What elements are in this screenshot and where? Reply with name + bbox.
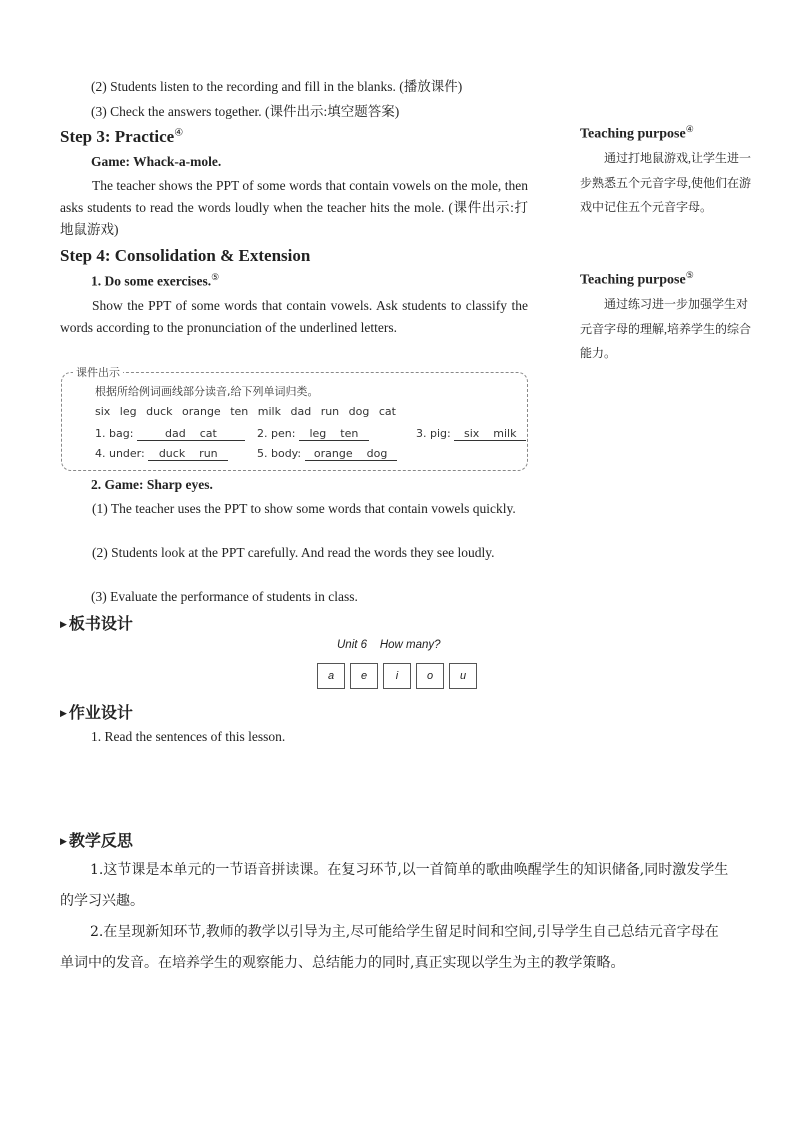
exercise-item-prefix: 5. body: xyxy=(257,447,302,460)
word: duck xyxy=(146,405,173,418)
triangle-bullet-icon: ▶ xyxy=(60,836,67,847)
teaching-purpose-title-text: Teaching purpose xyxy=(580,272,686,288)
exercise-word-list xyxy=(95,405,515,418)
word: leg xyxy=(119,405,137,418)
teaching-purpose-text: 通过练习进一步加强学生对元音字母的理解,培养学生的综合能力。 xyxy=(580,297,752,360)
exercise-item-prefix: 2. pen: xyxy=(257,427,296,440)
homework-heading-text: 作业设计 xyxy=(68,703,133,722)
exercise-answer-blank: dad cat xyxy=(137,427,245,441)
step4-item1-marker: ⑤ xyxy=(211,272,220,282)
exercise-item-3 xyxy=(416,427,526,441)
word: ten xyxy=(230,405,249,418)
word: run xyxy=(320,405,340,418)
exercise-item-prefix: 4. under: xyxy=(95,447,145,460)
exercise-answer-blank: six milk xyxy=(454,427,526,441)
homework-line: 1. Read the sentences of this lesson. xyxy=(91,729,286,744)
exercise-item-4 xyxy=(95,447,228,461)
step4-item1-paragraph: Show the PPT of some words that contain vowels. Ask students to classify the words according to the pronunciation of the underlined letters. xyxy=(60,298,528,335)
exercise-answer-blank: duck run xyxy=(148,447,228,461)
exercise-answer-blank: orange dog xyxy=(305,447,397,461)
step4-item2-line-3: (3) Evaluate the performance of students in class. xyxy=(91,589,358,604)
step3-paragraph: The teacher shows the PPT of some words that contain vowels on the mole, then asks students to read the words loudly when the teacher hits the mole. (课件出示:打地鼠游戏) xyxy=(60,178,528,237)
exercise-item-prefix: 3. pig: xyxy=(416,427,451,440)
exercise-item-5 xyxy=(257,447,397,461)
teaching-purpose-title xyxy=(580,270,694,289)
reflection-heading-text: 教学反思 xyxy=(68,831,133,850)
triangle-bullet-icon: ▶ xyxy=(60,708,67,719)
exercise-answer-blank: leg ten xyxy=(299,427,369,441)
board-letter-cell: e xyxy=(350,663,378,689)
board-letter-cell: u xyxy=(449,663,477,689)
teaching-purpose-marker: ⑤ xyxy=(685,270,694,280)
word: dog xyxy=(348,405,370,418)
homework-heading xyxy=(60,700,133,723)
board-letter-cell: a xyxy=(317,663,345,689)
exercise-item-prefix: 1. bag: xyxy=(95,427,134,440)
reflection-paragraph-2: 2.在呈现新知环节,教师的教学以引导为主,尽可能给学生留足时间和空间,引导学生自己总结元音字母在单词中的发音。在培养学生的观察能力、总结能力的同时,真正实现以学生为主的教学策略。 xyxy=(60,924,719,971)
step4-item2-line-2: (2) Students look at the PPT carefully. And read the words they see loudly. xyxy=(92,545,495,560)
teaching-purpose-title xyxy=(580,124,694,143)
exercise-item-2 xyxy=(257,427,369,441)
board-letter-row xyxy=(317,663,482,689)
exercise-box-label: 课件出示 xyxy=(73,364,123,380)
step3-game-title: Game: Whack-a-mole. xyxy=(91,154,222,169)
step4-item2-line-1: (1) The teacher uses the PPT to show some words that contain vowels quickly. xyxy=(92,501,516,516)
intro-line-3: (3) Check the answers together. (课件出示:填空题答案) xyxy=(91,104,400,119)
step4-title: Step 4: Consolidation & Extension xyxy=(60,246,311,265)
step4-item1-title-text: 1. Do some exercises. xyxy=(91,273,212,289)
teaching-purpose-title-text: Teaching purpose xyxy=(580,126,686,142)
board-title: Unit 6 How many? xyxy=(337,639,441,651)
step3-title xyxy=(60,127,183,147)
word: dad xyxy=(290,405,312,418)
board-letter-cell: o xyxy=(416,663,444,689)
word: cat xyxy=(378,405,396,418)
step3-marker: ④ xyxy=(174,127,184,139)
step3-title-text: Step 3: Practice xyxy=(60,127,175,146)
intro-line-2: (2) Students listen to the recording and fill in the blanks. (播放课件) xyxy=(91,79,463,94)
step4-item2-title: 2. Game: Sharp eyes. xyxy=(91,477,213,492)
board-design-heading xyxy=(60,611,133,634)
word: milk xyxy=(257,405,281,418)
reflection-heading xyxy=(60,828,133,851)
triangle-bullet-icon: ▶ xyxy=(60,619,67,630)
reflection-paragraph-1: 1.这节课是本单元的一节语音拼读课。在复习环节,以一首简单的歌曲唤醒学生的知识储备,同时激发学生的学习兴趣。 xyxy=(60,862,729,909)
teaching-purpose-text: 通过打地鼠游戏,让学生进一步熟悉五个元音字母,使他们在游戏中记住五个元音字母。 xyxy=(580,151,752,214)
word: six xyxy=(95,405,111,418)
teaching-purpose-marker: ④ xyxy=(685,124,694,134)
step4-item1-title xyxy=(91,272,219,290)
word: orange xyxy=(181,405,221,418)
exercise-item-1 xyxy=(95,427,245,441)
board-design-heading-text: 板书设计 xyxy=(68,614,133,633)
board-letter-cell: i xyxy=(383,663,411,689)
exercise-instruction: 根据所给例词画线部分读音,给下列单词归类。 xyxy=(95,385,319,398)
